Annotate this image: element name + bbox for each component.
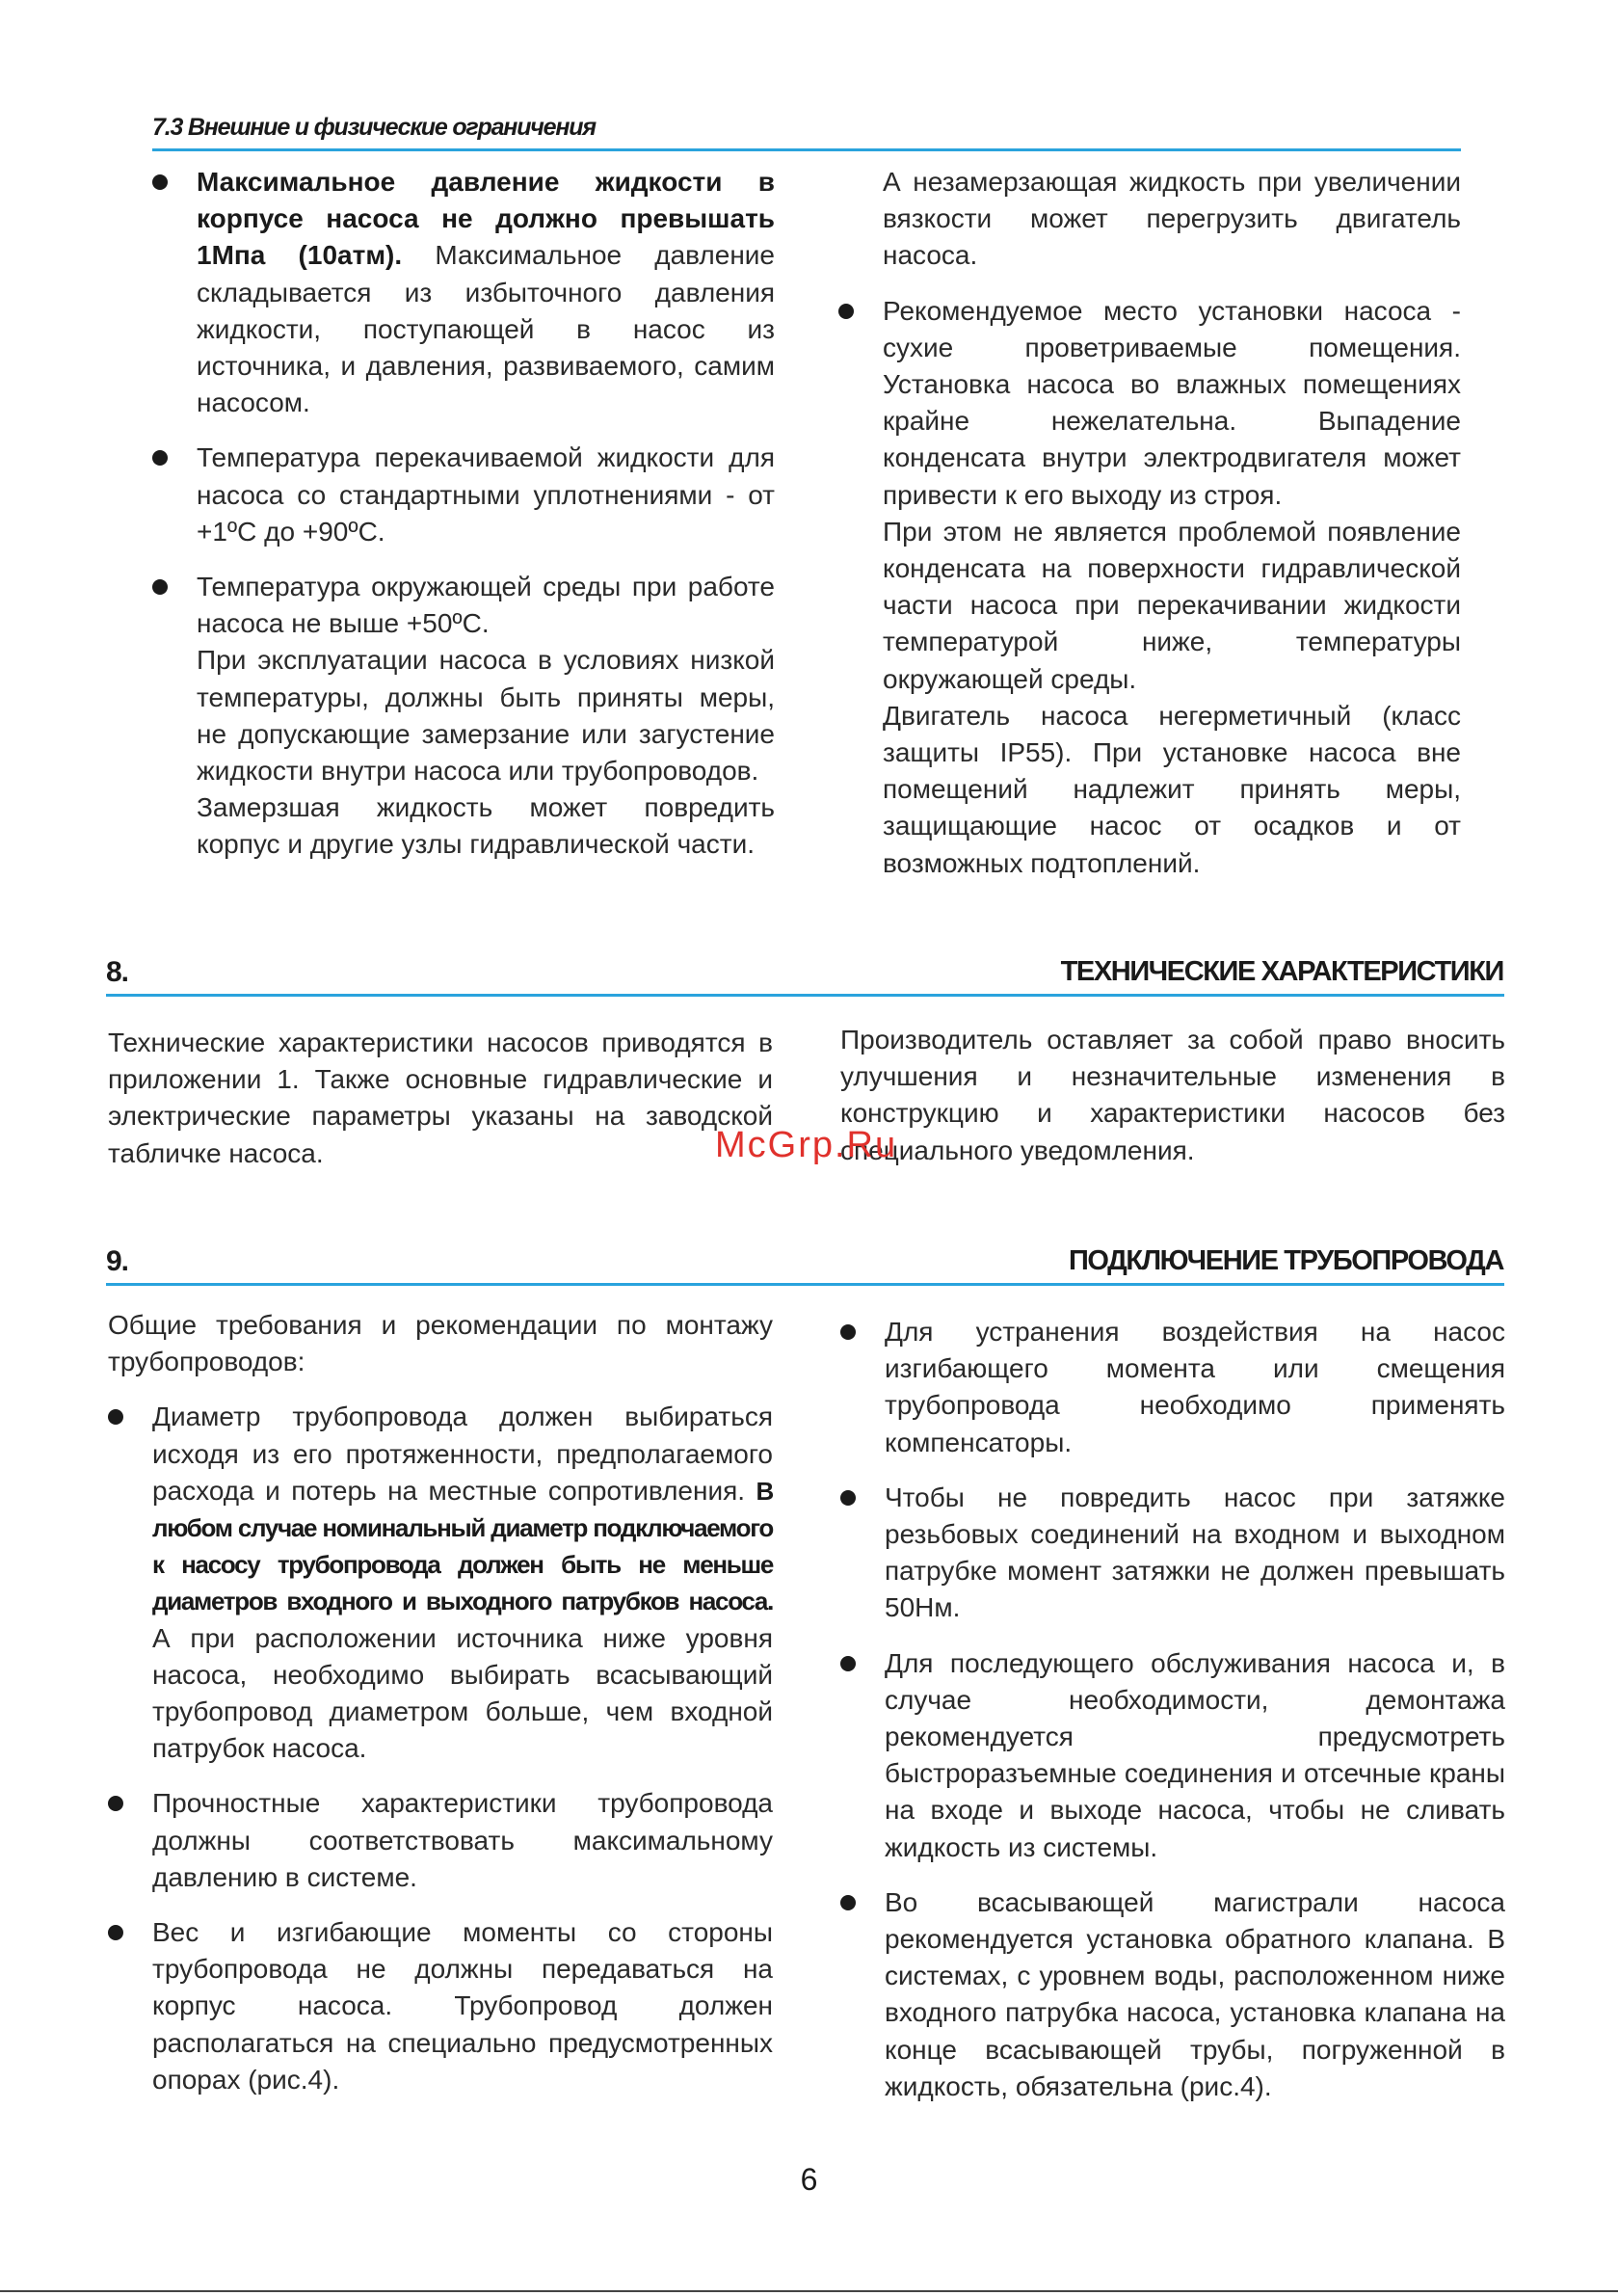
bullet-icon [840, 1324, 856, 1340]
ambient-temperature-text: Температура окружающей среды при работе насоса не выше +50ºС. [197, 572, 775, 639]
list-item [840, 1884, 1505, 2105]
bullet-icon [840, 1656, 856, 1671]
sec8-title: ТЕХНИЧЕСКИЕ ХАРАКТЕРИСТИКИ [1060, 956, 1503, 987]
condensate-text: При этом не является проблемой появление конденсата на поверхности гидравлической части насоса при перекачивании жидкости температурой ниже, температуры окружающей среды. [883, 516, 1461, 694]
sec9-divider [106, 1283, 1504, 1286]
list-item [838, 293, 1461, 882]
pipe-diameter-text: Диаметр трубопровода должен выбираться исходя из его протяженности, предполагаемого расхода и потерь на местные сопротивления. [152, 1402, 773, 1506]
sec8-left-text: Технические характеристики насосов приводятся в приложении 1. Также основные гидравлические и электрические параметры указаны на заводской табличке насоса. [108, 1028, 773, 1168]
tightening-torque-text: Чтобы не повредить насос при затяжке резьбовых соединений на входном и выходном патрубке момент затяжки не должен превышать 50Нм. [885, 1482, 1505, 1623]
list-item [152, 440, 775, 550]
list-item [108, 1399, 773, 1767]
sec7-right-column [838, 164, 1461, 882]
bullet-icon [152, 174, 168, 190]
list-item [152, 164, 775, 421]
low-temperature-text: При эксплуатации насоса в условиях низкой температуры, должны быть приняты меры, не допускающие замерзание или загустение жидкости внутри насоса или трубопроводов. [197, 645, 775, 787]
sec8-divider [106, 994, 1504, 997]
bullet-icon [108, 1409, 123, 1425]
fluid-temperature-text: Температура перекачиваемой жидкости для насоса со стандартными уплотнениями - от +1ºС до +90ºС. [197, 442, 775, 547]
pipe-diameter-requirement: В любом случае номинальный диаметр подключаемого к насосу трубопровода должен быть не меньше диаметров входного и выходного патрубков насоса. [152, 1476, 773, 1616]
list-item [108, 1914, 773, 2098]
sec9-intro: Общие требования и рекомендации по монтажу трубопроводов: [108, 1310, 773, 1377]
compensators-text: Для устранения воздействия на насос изгибающего момента или смещения трубопровода необходимо применять компенсаторы. [885, 1317, 1505, 1457]
sec8-number: 8. [106, 956, 129, 988]
list-item [152, 569, 775, 864]
bullet-icon [838, 304, 854, 319]
pipe-supports-text: Вес и изгибающие моменты со стороны трубопровода не должны передаваться на корпус насоса. Трубопровод должен располагаться на специально предусмотренных опорах (рис.4). [152, 1917, 773, 2095]
bottom-border [0, 2290, 1618, 2292]
bullet-icon [108, 1796, 123, 1811]
bullet-icon [152, 450, 168, 466]
quick-connectors-text: Для последующего обслуживания насоса и, в случае необходимости, демонтажа рекомендуется предусмотреть быстроразъемные соединения и отсечные краны на входе и выходе насоса, чтобы не сливать жидкость из системы. [885, 1647, 1505, 1862]
sec9-left-column [108, 1307, 773, 2098]
watermark: McGrp.Ru [715, 1125, 898, 1165]
page-number: 6 [800, 2162, 818, 2197]
bullet-icon [840, 1895, 856, 1910]
check-valve-text: Во всасывающей магистрали насоса рекомендуется установка обратного клапана. В системах, с уровнем воды, расположенном ниже входного патрубка насоса, установка клапана на конце всасывающей трубы, погруженной в жидкость, обязательна (рис.4). [885, 1886, 1505, 2101]
pipe-strength-text: Прочностные характеристики трубопровода должны соответствовать максимальному давлению в системе. [152, 1788, 773, 1892]
sec9-right-column [840, 1314, 1505, 2105]
antifreeze-text: А незамерзающая жидкость при увеличении вязкости может перегрузить двигатель насоса. [883, 167, 1461, 271]
max-pressure-text: Максимальное давление складывается из избыточного давления жидкости, поступающей в насос из источника, и давления, развиваемого, самим насосом. [197, 240, 776, 418]
list-item [840, 1314, 1505, 1461]
list-item [840, 1645, 1505, 1866]
motor-protection-text: Двигатель насоса негерметичный (класс защиты IP55). При установке насоса вне помещений надлежит принять меры, защищающие насос от осадков и от возможных подтоплений. [883, 700, 1461, 878]
sec9-title: ПОДКЛЮЧЕНИЕ ТРУБОПРОВОДА [1068, 1245, 1503, 1276]
list-item [108, 1785, 773, 1896]
bullet-icon [108, 1925, 123, 1940]
sec7-left-column [152, 164, 775, 864]
subsection-title: 7.3 Внешние и физические ограничения [152, 114, 596, 141]
bullet-icon [152, 579, 168, 595]
installation-place-text: Рекомендуемое место установки насоса - сухие проветриваемые помещения. Установка насоса во влажных помещениях крайне нежелательна. Выпадение конденсата внутри электродвигателя может привести к его выходу из строя. [883, 295, 1461, 510]
max-pressure-warning: Максимальное давление жидкости в корпусе насоса не должно превышать 1Мпа (10атм). [197, 167, 775, 271]
subsection-divider [152, 148, 1461, 151]
sec8-right-text: Производитель оставляет за собой право вносить улучшения и незначительные изменения в конструкцию и характеристики насосов без специального уведомления. [840, 1025, 1505, 1165]
frozen-fluid-text: Замерзшая жидкость может повредить корпус и другие узлы гидравлической части. [197, 792, 775, 860]
bullet-icon [840, 1490, 856, 1506]
list-item [840, 1480, 1505, 1627]
pipe-diameter-text-2: А при расположении источника ниже уровня насоса, необходимо выбирать всасывающий трубопровод диаметром больше, чем входной патрубок насоса. [152, 1622, 773, 1764]
sec9-number: 9. [106, 1245, 129, 1277]
